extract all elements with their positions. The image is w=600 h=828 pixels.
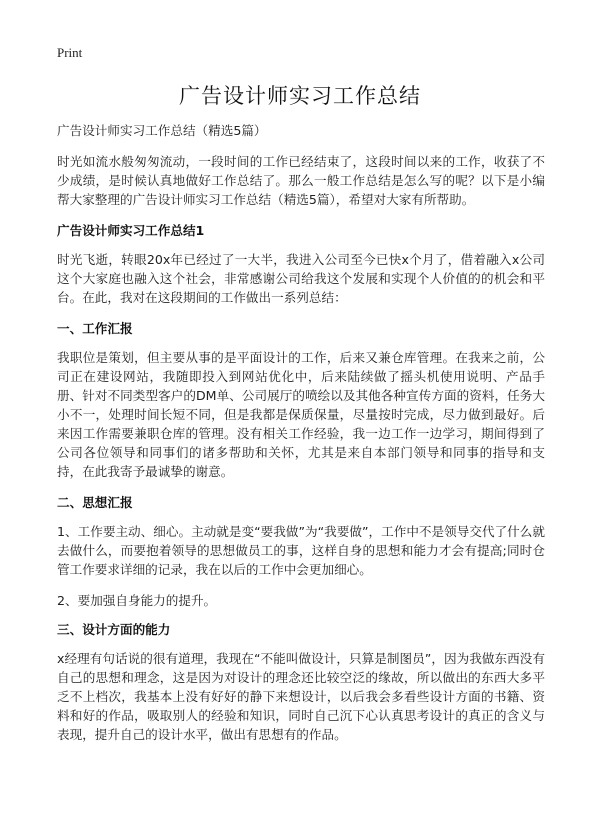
- document-subtitle: 广告设计师实习工作总结（精选5篇）: [57, 123, 267, 138]
- print-link[interactable]: Print: [57, 45, 83, 60]
- section-heading-work-report: 一、工作汇报: [57, 321, 133, 336]
- summary-1-paragraph: 时光飞逝，转眼20x年已经过了一大半，我进入公司至今已快x个月了，借着融入x公司这个大家庭也融入这个社会，非常感谢公司给我这个发展和实现个人价值的的机会和平台。在此，我对在这段期间的工作做出一系列总结：: [57, 252, 545, 305]
- section-heading-thought-report: 二、思想汇报: [57, 495, 133, 510]
- design-ability-paragraph: x经理有句话说的很有道理，我现在“不能叫做设计，只算是制图员”，因为我做东西没有自己的思想和理念，这是因为对设计的理念还比较空泛的缘故，所以做出的东西大多平乏不上档次，我基本上没有好好的静下来想设计，以后我会多看些设计方面的书籍、资料和好的作品，吸取别人的经验和知识，同时自己沉下心认真思考设计的真正的含义与表现，提升自己的设计水平，做出有思想有的作品。: [57, 651, 545, 742]
- thought-report-paragraph-2: 2、要加强自身能力的提升。: [57, 593, 217, 608]
- work-report-paragraph: 我职位是策划，但主要从事的是平面设计的工作，后来又兼仓库管理。在我来之前，公司正在建设网站，我随即投入到网站优化中，后来陆续做了摇头机使用说明、产品手册、针对不同类型客户的DM单、公司展厅的喷绘以及其他各种宣传方面的资料，任务大小不一，处理时间长短不同，但是我都是保质保量，尽量按时完成，尽力做到最好。后来因工作需要兼职仓库的管理。没有相关工作经验，我一边工作一边学习，期间得到了公司各位领导和同事们的诸多帮助和关怀，尤其是来自本部门领导和同事的指导和支持，在此我寄予最诚挚的谢意。: [57, 350, 545, 479]
- thought-report-paragraph-1: 1、工作要主动、细心。主动就是变“要我做”为“我要做”，工作中不是领导交代了什么就去做什么，而要抱着领导的思想做员工的事，这样自身的思想和能力才会有提高;同时仓管工作要求详细的记录，我在以后的工作中会更加细心。: [57, 524, 545, 577]
- section-heading-design-ability: 三、设计方面的能力: [57, 622, 171, 637]
- document-body: [57, 121, 545, 756]
- section-heading-summary-1: 广告设计师实习工作总结1: [57, 223, 205, 238]
- page-title: 广告设计师实习工作总结: [179, 84, 421, 108]
- intro-paragraph: 时光如流水般匆匆流动，一段时间的工作已经结束了，这段时间以来的工作，收获了不少成绩，是时候认真地做好工作总结了。那么一般工作总结是怎么写的呢？以下是小编帮大家整理的广告设计师实习工作总结（精选5篇），希望对大家有所帮助。: [57, 154, 545, 207]
